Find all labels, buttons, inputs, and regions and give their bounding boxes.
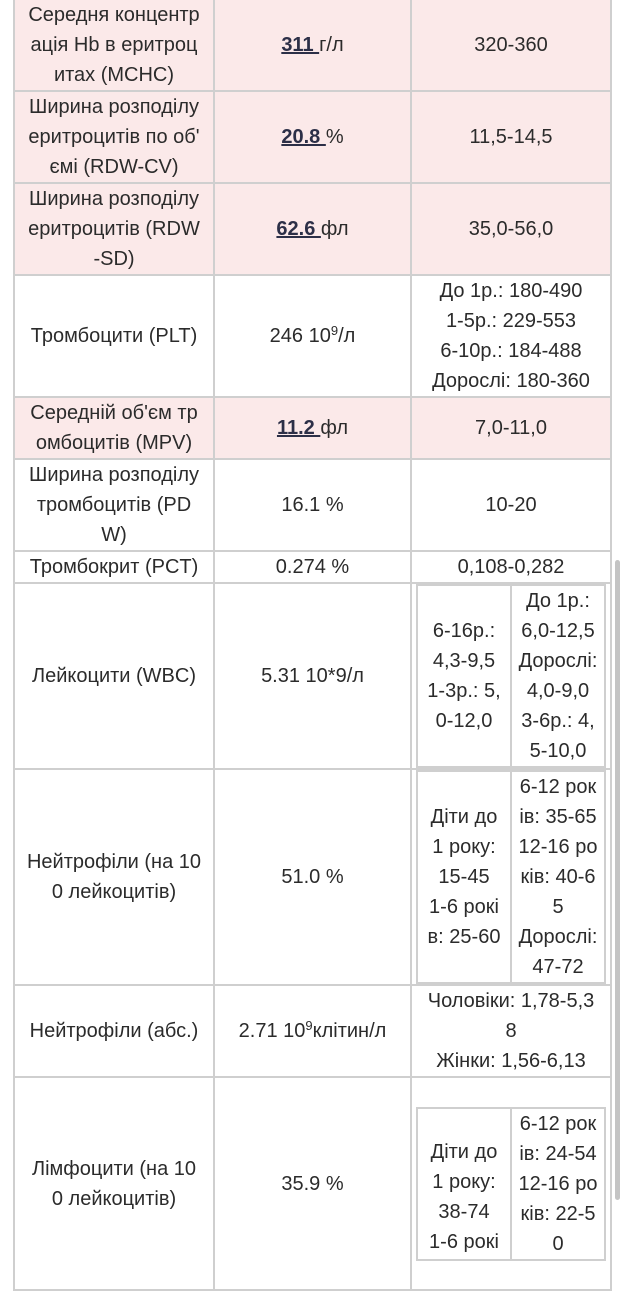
- reference-cell: До 1р.: 6,0-12,5 Дорослі: 4,0-9,0 3-6р.: 4, 5-10,0: [511, 585, 605, 767]
- table-row-pct: [14, 551, 611, 583]
- blood-test-table: [13, 0, 612, 1291]
- test-value: [214, 397, 411, 459]
- test-value: 5.31 10*9/л: [214, 583, 411, 769]
- reference-cell: 6-12 рок ів: 35-65 12-16 ро ків: 40-6 5 Дорослі: 47-72: [511, 771, 605, 983]
- table-row-mpv: [14, 397, 611, 459]
- reference-range: До 1р.: 180-490 1-5р.: 229-553 6-10р.: 184-488 Дорослі: 180-360: [411, 275, 611, 397]
- test-name: Ширина розподілу еритроцитів по об' ємі (RDW-CV): [14, 91, 214, 183]
- test-value: [214, 91, 411, 183]
- test-name: Ширина розподілу еритроцитів (RDW -SD): [14, 183, 214, 275]
- reference-range: 320-360: [411, 0, 611, 91]
- test-name: Нейтрофіли (на 10 0 лейкоцитів): [14, 769, 214, 985]
- test-name: Лімфоцити (на 10 0 лейкоцитів): [14, 1077, 214, 1290]
- scrollbar[interactable]: [615, 560, 620, 1200]
- test-name: Тромбоцити (PLT): [14, 275, 214, 397]
- table-row-wbc: [14, 583, 611, 769]
- test-value: 51.0 %: [214, 769, 411, 985]
- abnormal-value: 62.6: [276, 218, 321, 240]
- reference-range: [411, 1077, 611, 1290]
- reference-range: 0,108-0,282: [411, 551, 611, 583]
- test-value: 16.1 %: [214, 459, 411, 551]
- table-row-rdw-sd: [14, 183, 611, 275]
- nested-reference-table: [416, 584, 606, 768]
- value-unit: г/л: [319, 34, 344, 56]
- abnormal-value: 20.8: [281, 126, 326, 148]
- test-value: [214, 0, 411, 91]
- abnormal-value: 311: [281, 34, 320, 56]
- test-name: Лейкоцити (WBC): [14, 583, 214, 769]
- test-value: 2.71 $10^9клітин/л$: [214, 985, 411, 1077]
- table-row-rdw-cv: [14, 91, 611, 183]
- table-row-pdw: [14, 459, 611, 551]
- table-row-plt: [14, 275, 611, 397]
- reference-range: 35,0-56,0: [411, 183, 611, 275]
- reference-range: [411, 583, 611, 769]
- test-name: Нейтрофіли (абс.): [14, 985, 214, 1077]
- test-name: Тромбокрит (PCT): [14, 551, 214, 583]
- reference-range: 11,5-14,5: [411, 91, 611, 183]
- test-name: Середня концентр ація Hb в еритроц итах (MCHC): [14, 0, 214, 91]
- table-row-lymphocytes-percent: [14, 1077, 611, 1290]
- reference-cell: 6-16р.: 4,3-9,5 1-3р.: 5, 0-12,0: [417, 585, 511, 767]
- test-value: 246 $10^9/л$: [214, 275, 411, 397]
- reference-range: 10-20: [411, 459, 611, 551]
- nested-reference-table: [416, 1107, 606, 1261]
- table-row-mchc: [14, 0, 611, 91]
- table-row-neutrophils-abs: [14, 985, 611, 1077]
- test-value: 35.9 %: [214, 1077, 411, 1290]
- reference-range: 7,0-11,0: [411, 397, 611, 459]
- reference-range: [411, 769, 611, 985]
- value-unit: фл: [320, 218, 349, 240]
- reference-cell: 6-12 рок ів: 24-54 12-16 ро ків: 22-5 0: [511, 1108, 605, 1260]
- reference-range: Чоловіки: 1,78-5,3 8 Жінки: 1,56-6,13: [411, 985, 611, 1077]
- abnormal-value: 11.2: [276, 417, 321, 439]
- value-unit: %: [325, 126, 344, 148]
- nested-reference-table: [416, 770, 606, 984]
- reference-cell: Діти до 1 року: 15-45 1-6 рокі в: 25-60: [417, 771, 511, 983]
- reference-cell: Діти до 1 року: 38-74 1-6 рокі: [417, 1108, 511, 1260]
- test-value: 0.274 %: [214, 551, 411, 583]
- value-unit: фл: [320, 417, 349, 439]
- test-name: Ширина розподілу тромбоцитів (PD W): [14, 459, 214, 551]
- table-row-neutrophils-percent: [14, 769, 611, 985]
- test-value: [214, 183, 411, 275]
- test-name: Середній об'єм тр омбоцитів (MPV): [14, 397, 214, 459]
